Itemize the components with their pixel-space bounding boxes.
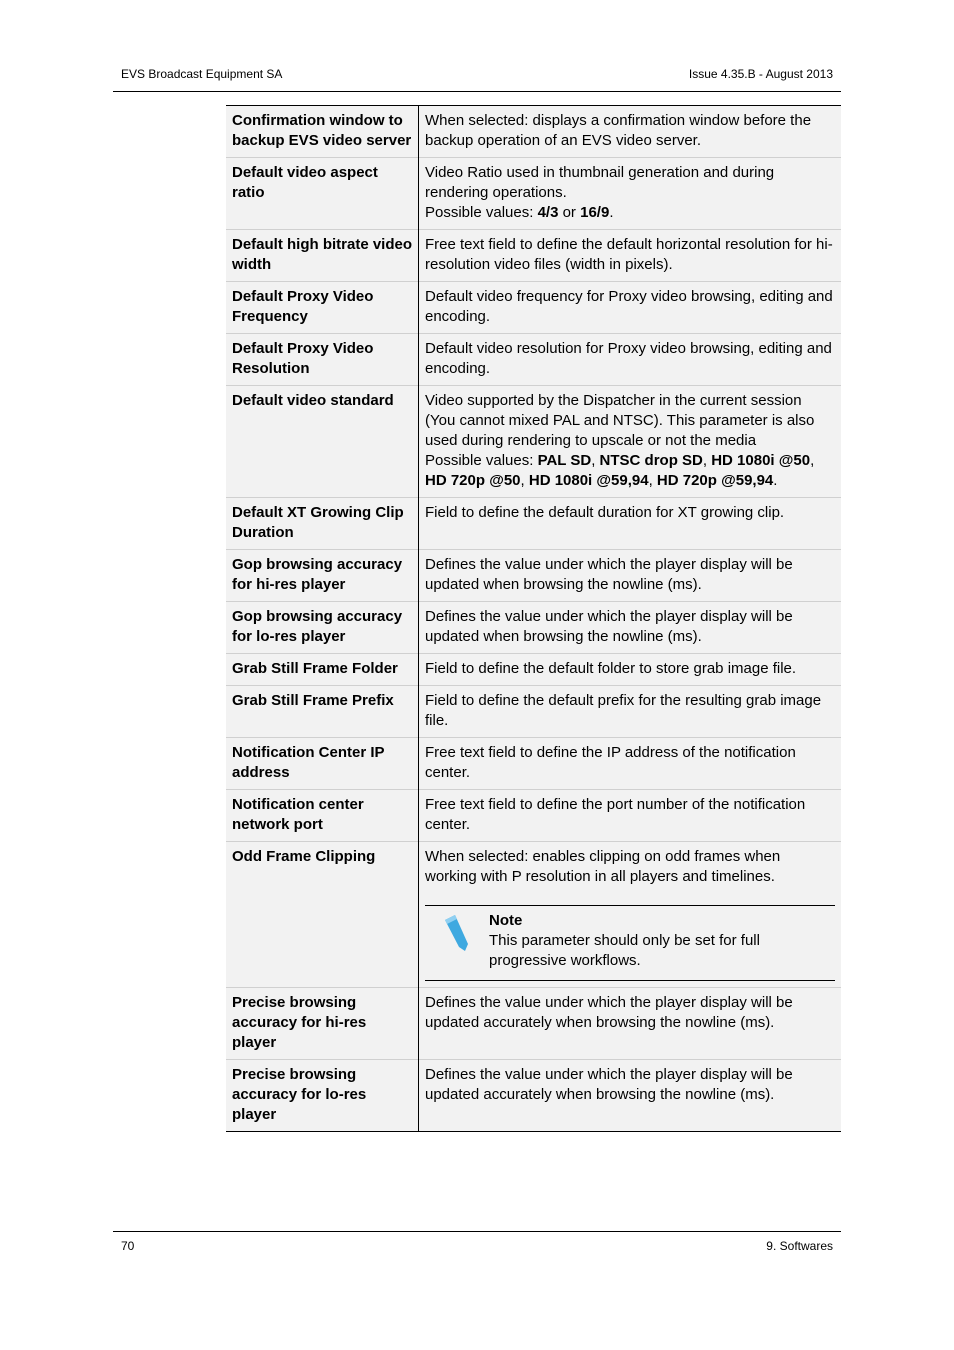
header-company: EVS Broadcast Equipment SA [121, 67, 283, 81]
param-description: Free text field to define the default horizontal resolution for hi-resolution video files (width in pixels). [419, 230, 842, 282]
possible-value: HD 720p @50 [425, 472, 521, 489]
param-name: Precise browsing accuracy for lo-res player [226, 1060, 419, 1132]
page-footer [113, 1231, 841, 1253]
header-issue: Issue 4.35.B - August 2013 [688, 67, 833, 81]
param-description-text: Video supported by the Dispatcher in the current session (You cannot mixed PAL and NTSC). This parameter is also used during rendering to upscale or not the media [425, 392, 815, 449]
separator: , [648, 472, 657, 489]
param-description: Default video resolution for Proxy video browsing, editing and encoding. [419, 334, 842, 386]
param-name: Precise browsing accuracy for hi-res player [226, 988, 419, 1060]
table-row [226, 230, 841, 282]
param-description: Defines the value under which the player display will be updated when browsing the nowline (ms). [419, 550, 842, 602]
param-name: Confirmation window to backup EVS video server [226, 106, 419, 158]
param-description: Field to define the default duration for XT growing clip. [419, 498, 842, 550]
separator: , [702, 452, 712, 469]
possible-value: 4/3 [537, 204, 559, 221]
param-name: Default high bitrate video width [226, 230, 419, 282]
table-row [226, 790, 841, 842]
param-description: Defines the value under which the player display will be updated when browsing the nowline (ms). [419, 602, 842, 654]
table-row [226, 654, 841, 686]
param-name: Notification center network port [226, 790, 419, 842]
table-row [226, 1060, 841, 1132]
table-row [226, 158, 841, 230]
param-description: Free text field to define the IP address of the notification center. [419, 738, 842, 790]
param-name: Grab Still Frame Folder [226, 654, 419, 686]
param-description: Free text field to define the port number of the notification center. [419, 790, 842, 842]
possible-value: PAL SD [537, 452, 592, 469]
parameters-table [226, 105, 841, 1132]
possible-values-label: Possible values: [425, 452, 538, 469]
param-name: Gop browsing accuracy for hi-res player [226, 550, 419, 602]
param-description: When selected: displays a confirmation window before the backup operation of an EVS video server. [419, 106, 842, 158]
param-name: Default video aspect ratio [226, 158, 419, 230]
note-title: Note [489, 912, 523, 929]
table-row [226, 738, 841, 790]
possible-value: 16/9 [580, 204, 610, 221]
param-description-text: When selected: enables clipping on odd frames when working with P resolution in all players and timelines. [425, 848, 781, 885]
param-description [419, 842, 842, 988]
page-number: 70 [121, 1239, 135, 1253]
param-description: Field to define the default prefix for the resulting grab image file. [419, 686, 842, 738]
param-name: Odd Frame Clipping [226, 842, 419, 988]
table-row [226, 498, 841, 550]
separator: , [520, 472, 529, 489]
table-row [226, 334, 841, 386]
possible-value: HD 720p @59,94 [656, 472, 774, 489]
possible-value: NTSC drop SD [599, 452, 703, 469]
end-punct: . [773, 472, 778, 489]
param-description [419, 386, 842, 498]
table-row [226, 386, 841, 498]
param-description: Default video frequency for Proxy video browsing, editing and encoding. [419, 282, 842, 334]
param-name: Default Proxy Video Resolution [226, 334, 419, 386]
table-row [226, 282, 841, 334]
possible-value: HD 1080i @50 [711, 452, 811, 469]
separator: , [591, 452, 600, 469]
param-name: Grab Still Frame Prefix [226, 686, 419, 738]
param-name: Notification Center IP address [226, 738, 419, 790]
separator: , [810, 452, 815, 469]
param-name: Default video standard [226, 386, 419, 498]
param-name: Default XT Growing Clip Duration [226, 498, 419, 550]
param-description: Defines the value under which the player display will be updated accurately when browsing the nowline (ms). [419, 988, 842, 1060]
param-description: Defines the value under which the player display will be updated accurately when browsing the nowline (ms). [419, 1060, 842, 1132]
note-box [425, 905, 835, 981]
param-name: Gop browsing accuracy for lo-res player [226, 602, 419, 654]
table-row [226, 602, 841, 654]
table-row [226, 106, 841, 158]
param-description: Field to define the default folder to store grab image file. [419, 654, 842, 686]
param-name: Default Proxy Video Frequency [226, 282, 419, 334]
pen-icon [441, 914, 471, 952]
table-row [226, 686, 841, 738]
param-description [419, 158, 842, 230]
note-text: This parameter should only be set for full progressive workflows. [489, 932, 760, 969]
end-punct: . [609, 204, 614, 221]
possible-value: HD 1080i @59,94 [528, 472, 649, 489]
page-header [113, 64, 841, 92]
table-row [226, 988, 841, 1060]
param-description-text: Video Ratio used in thumbnail generation and during rendering operations. [425, 164, 775, 201]
table-row [226, 842, 841, 988]
chapter-name: 9. Softwares [766, 1239, 833, 1253]
possible-values-label: Possible values: [425, 204, 538, 221]
table-row [226, 550, 841, 602]
or-text: or [558, 204, 581, 221]
